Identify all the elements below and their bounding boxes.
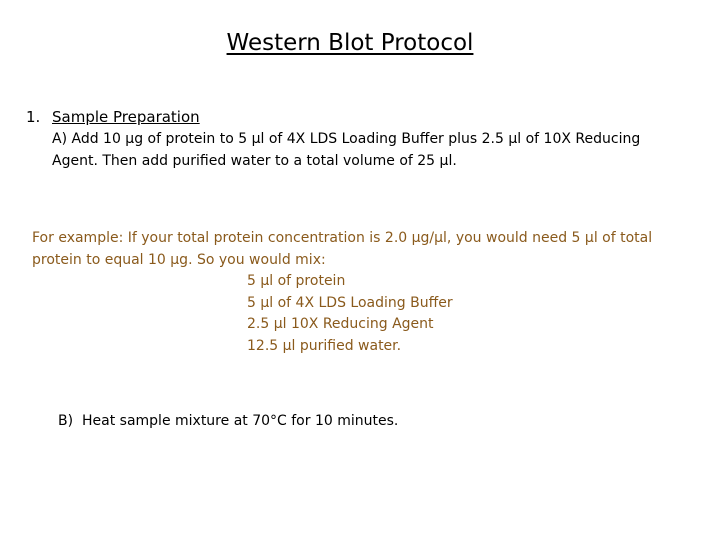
mix-item-reducing-agent: 2.5 µl 10X Reducing Agent [247, 316, 434, 332]
step-number: 1. [26, 108, 41, 126]
step-heading: Sample Preparation [52, 108, 200, 126]
mix-item-loading-buffer: 5 µl of 4X LDS Loading Buffer [247, 294, 453, 311]
mix-list [247, 271, 453, 357]
step-b-text: Heat sample mixture at 70°C for 10 minutes. [82, 413, 399, 429]
step-b-instruction [58, 413, 398, 429]
step-a-instruction: A) Add 10 µg of protein to 5 µl of 4X LDS Loading Buffer plus 2.5 µl of 10X Reducing Agent. Then add purified water to a total volume of 25 µl. [52, 131, 641, 169]
mix-item-protein: 5 µl of protein [247, 273, 346, 289]
step-b-marker: B) [58, 413, 74, 429]
mix-item-purified-water: 12.5 µl purified water. [247, 337, 402, 354]
page-title: Western Blot Protocol [226, 30, 474, 56]
example-paragraph: For example: If your total protein concentration is 2.0 µg/µl, you would need 5 µl of total protein to equal 10 µg. So you would mix: [32, 230, 653, 268]
